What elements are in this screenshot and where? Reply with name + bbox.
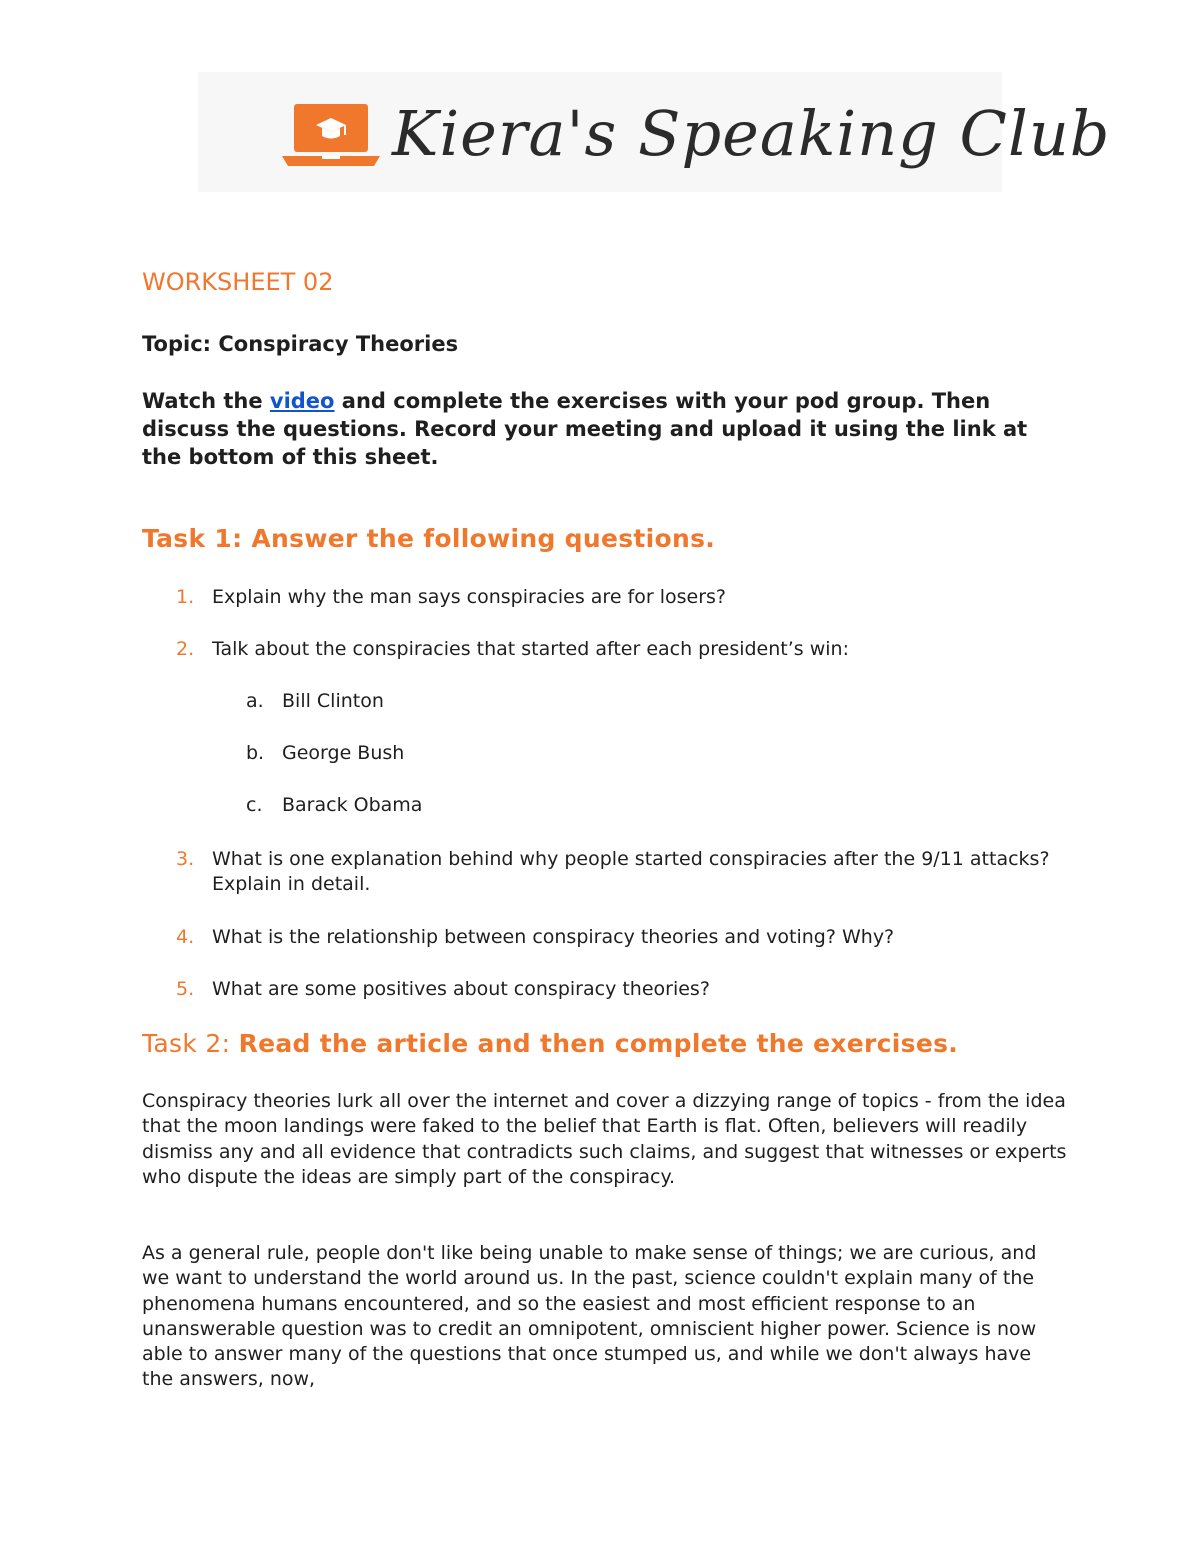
question-text: What is one explanation behind why people started conspiracies after the 9/11 attacks? Explain in detail.: [212, 848, 1050, 895]
laptop-graduation-cap-icon: [282, 92, 382, 172]
question-number: 4.: [176, 926, 195, 948]
question-number: 3.: [176, 848, 195, 870]
subitem-text: George Bush: [282, 742, 405, 764]
question-text: Talk about the conspiracies that started after each president’s win:: [212, 638, 849, 660]
question-number: 1.: [176, 586, 195, 608]
task2-title-prefix: Task 2:: [142, 1029, 239, 1058]
subitem-c: [246, 793, 422, 818]
instructions-lead: Watch the: [142, 389, 270, 413]
subitem-b: [246, 741, 404, 766]
instructions-rest: and complete the exercises with your pod group. Then discuss the questions. Record your meeting and upload it using the link at the bottom of this sheet.: [142, 389, 1028, 469]
question-number: 5.: [176, 978, 195, 1000]
question-4: [176, 925, 1056, 950]
instructions: [142, 387, 1062, 471]
subitem-a: [246, 689, 384, 714]
subitem-letter: c.: [246, 794, 263, 816]
subitem-text: Barack Obama: [282, 794, 423, 816]
subitem-text: Bill Clinton: [282, 690, 384, 712]
club-logo: [282, 92, 1111, 192]
question-text: What are some positives about conspiracy theories?: [212, 978, 710, 1000]
article-paragraph-1: Conspiracy theories lurk all over the internet and cover a dizzying range of topics - from the idea that the moon landings were faked to the belief that Earth is flat. Often, believers will readily dismiss any and all evidence that contradicts such claims, and suggest that witnesses or experts who dispute the ideas are simply part of the conspiracy.: [142, 1090, 1067, 1188]
article-paragraph-2: As a general rule, people don't like being unable to make sense of things; we are curious, and we want to understand the world around us. In the past, science couldn't explain many of the phenomena humans encountered, and so the easiest and most efficient response to an unanswerable question was to credit an omnipotent, omniscient higher power. Science is now able to answer many of the questions that once stumped us, and while we don't always have the answers, now,: [142, 1242, 1037, 1391]
video-link[interactable]: video: [269, 389, 335, 413]
question-2: [176, 637, 1056, 662]
task2-title: [142, 1029, 958, 1058]
subitem-letter: b.: [246, 742, 265, 764]
question-5: [176, 977, 1056, 1002]
question-number: 2.: [176, 638, 195, 660]
task1-title: Task 1: Answer the following questions.: [142, 524, 716, 553]
worksheet-title: WORKSHEET 02: [142, 268, 334, 296]
topic-heading: Topic: Conspiracy Theories: [142, 332, 459, 356]
subitem-letter: a.: [246, 690, 264, 712]
question-1: [176, 585, 1056, 610]
question-text: Explain why the man says conspiracies are for losers?: [212, 586, 727, 608]
logo-text: Kiera's Speaking Club: [392, 97, 1111, 170]
task2-title-rest: Read the article and then complete the exercises.: [238, 1029, 959, 1058]
question-3: [176, 847, 1056, 897]
question-text: What is the relationship between conspiracy theories and voting? Why?: [212, 926, 895, 948]
